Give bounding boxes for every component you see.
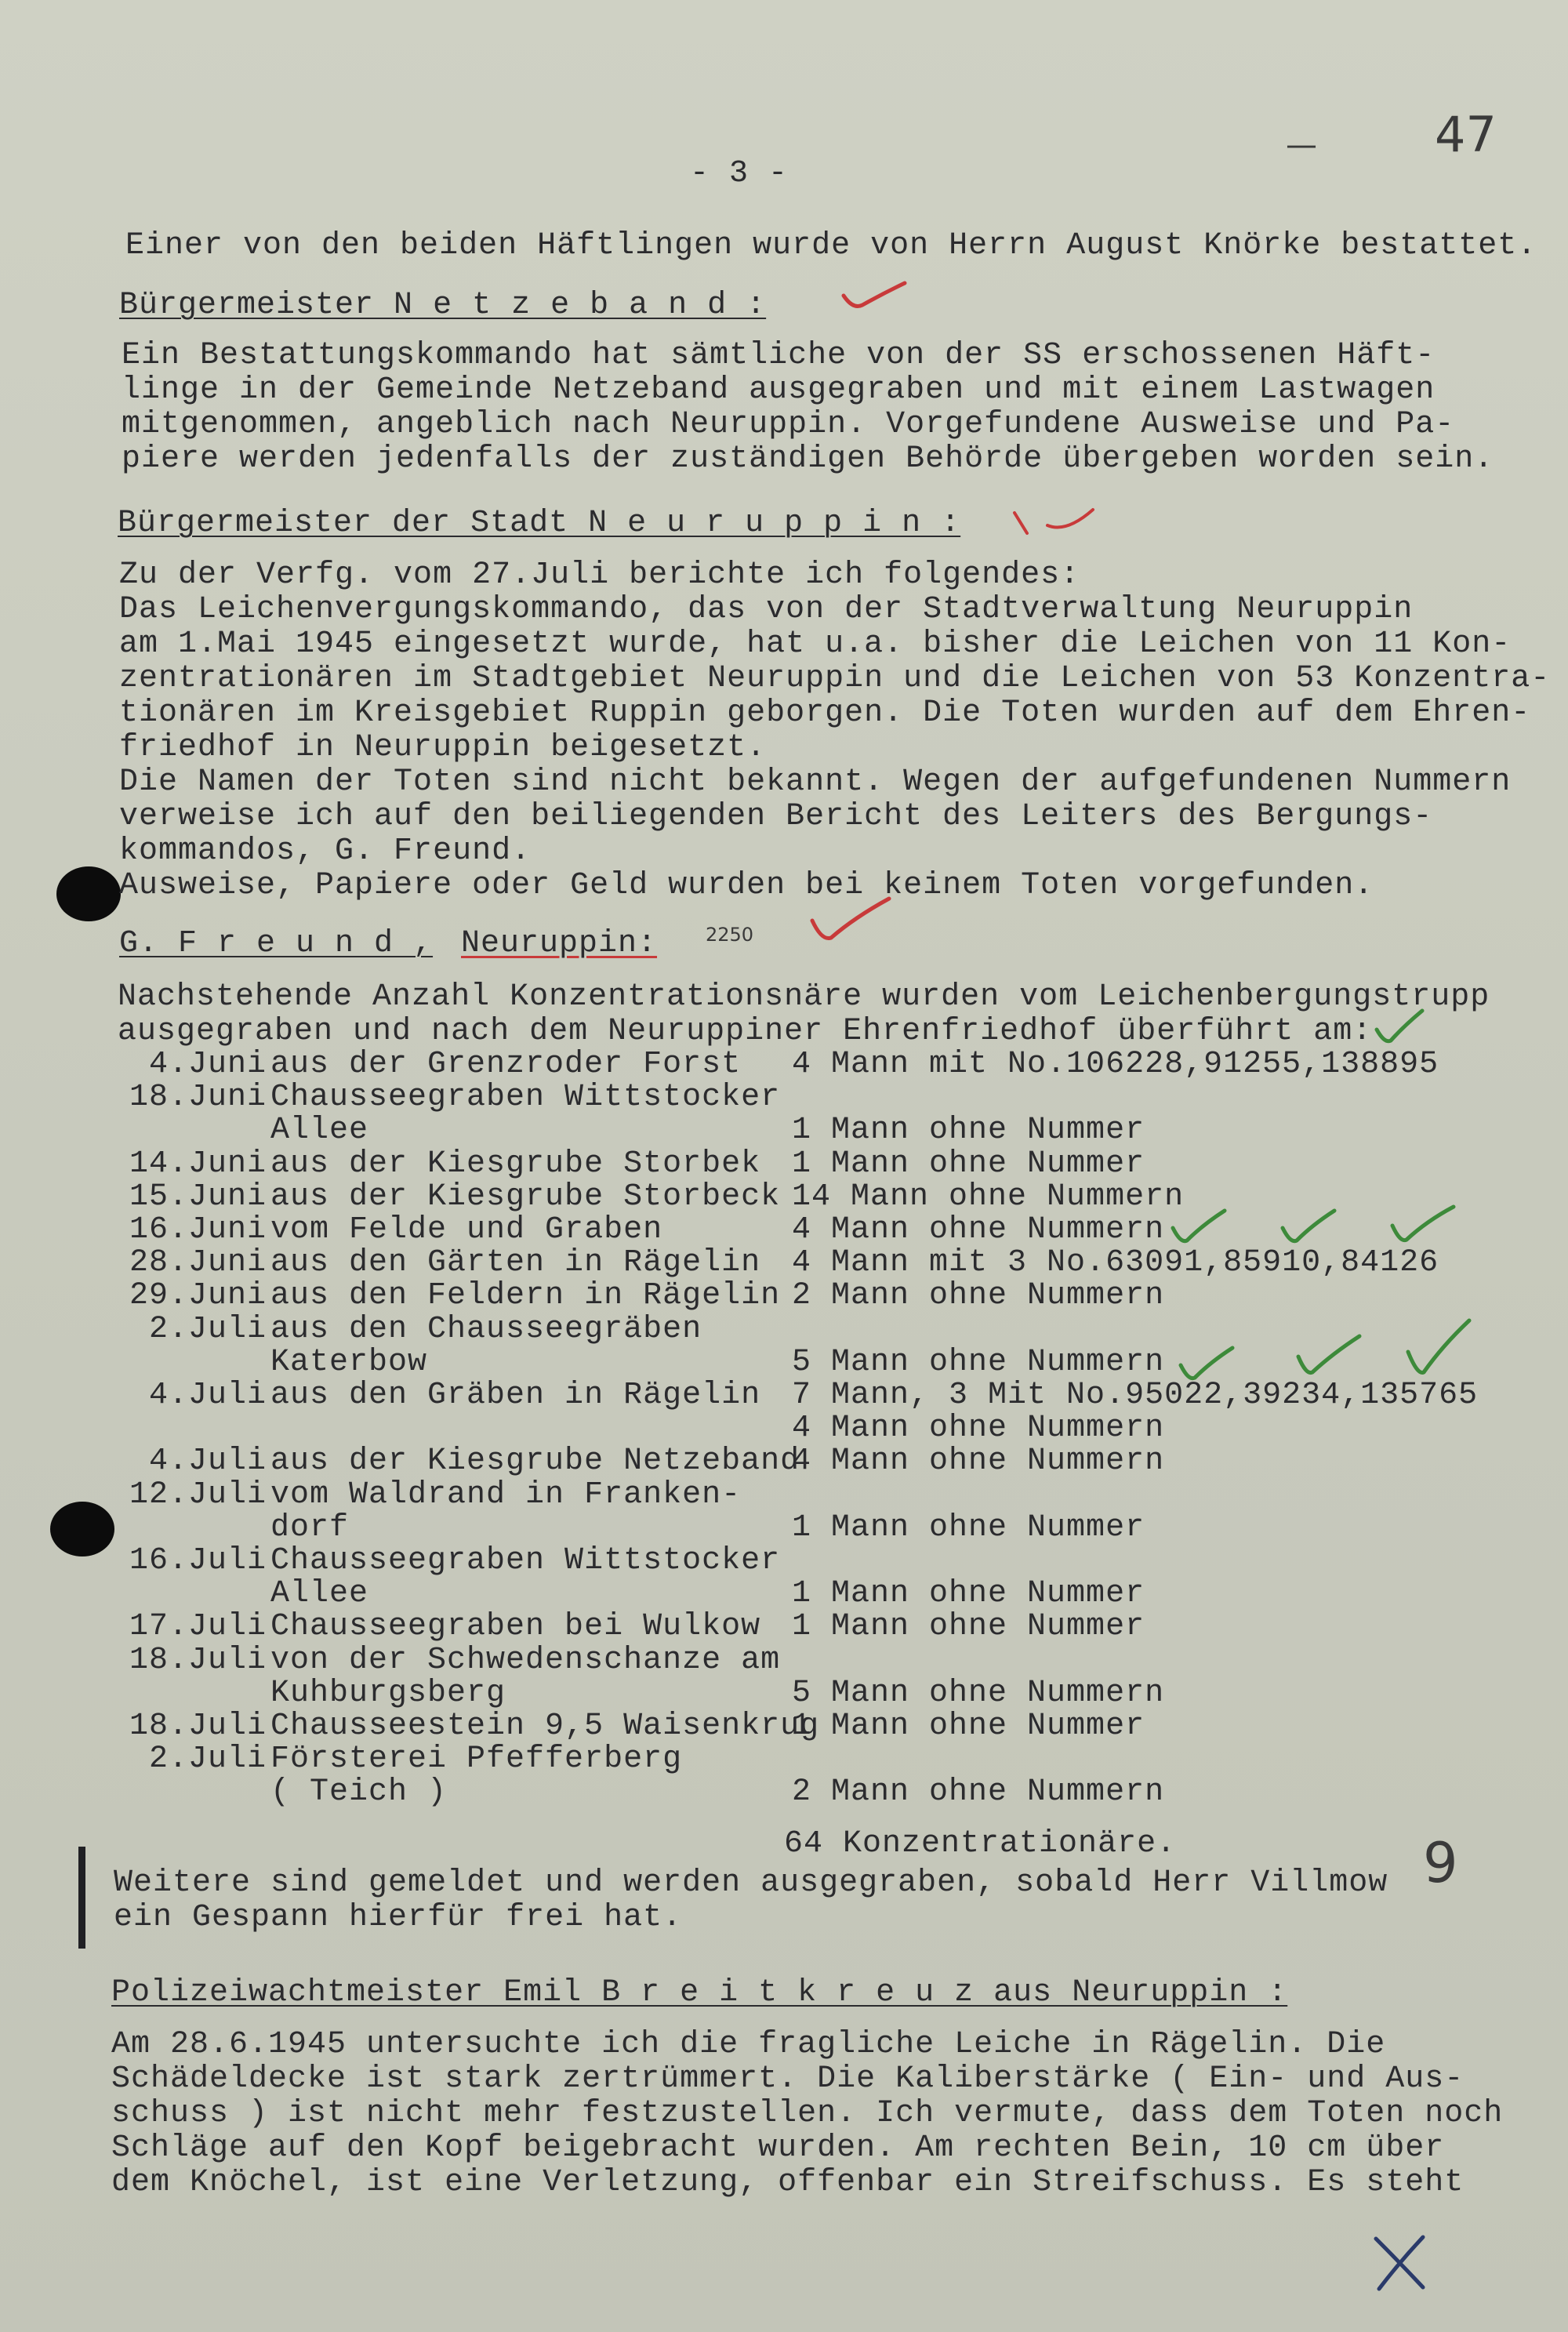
section3-heading-name: G. F r e u n d , xyxy=(119,926,434,961)
section1-line-2: linge in der Gemeinde Netzeband ausgegraben und mit einem Lastwagen xyxy=(122,372,1436,408)
row-count: 1 Mann ohne Nummer xyxy=(792,1113,1145,1148)
section1-heading: Bürgermeister N e t z e b a n d : xyxy=(119,288,767,323)
row-place: aus den Chausseegräben xyxy=(270,1312,702,1347)
row-count: 4 Mann mit No.106228,91255,138895 xyxy=(792,1047,1439,1082)
section2-line-7: Die Namen der Toten sind nicht bekannt. Wegen der aufgefundenen Nummern xyxy=(119,765,1512,800)
row-count: 1 Mann ohne Nummer xyxy=(792,1146,1145,1182)
row-count: 2 Mann ohne Nummern xyxy=(792,1774,1165,1810)
row-count: 4 Mann ohne Nummern xyxy=(792,1212,1165,1248)
row-place: Allee xyxy=(270,1113,369,1148)
row-place: von der Schwedenschanze am xyxy=(270,1643,781,1678)
row-place: Katerbow xyxy=(270,1345,428,1380)
row-place: Kuhburgsberg xyxy=(270,1676,506,1711)
row-date: 17.Juli xyxy=(129,1609,267,1644)
row-date: 18.Juni xyxy=(129,1080,267,1115)
section2-line-2: Das Leichenvergungskommando, das von der Stadtverwaltung Neuruppin xyxy=(119,592,1414,627)
green-checkmark-icon xyxy=(1403,1317,1474,1380)
section3-intro-1: Nachstehende Anzahl Konzentrationsnäre wurden vom Leichenbergungstrupp xyxy=(118,979,1490,1015)
section3-outro-2: ein Gespann hierfür frei hat. xyxy=(114,1900,683,1935)
row-place: aus den Feldern in Rägelin xyxy=(270,1278,781,1313)
row-date: 2.Juli xyxy=(148,1742,267,1777)
row-date: 28.Juni xyxy=(129,1245,267,1280)
green-checkmark-icon xyxy=(1278,1208,1341,1247)
row-date: 4.Juli xyxy=(148,1444,267,1479)
row-count: 4 Mann mit 3 No.63091,85910,84126 xyxy=(792,1245,1439,1280)
row-count: 2 Mann ohne Nummern xyxy=(792,1278,1165,1313)
row-date: 14.Juni xyxy=(129,1146,267,1182)
row-place: Chausseegraben Wittstocker xyxy=(270,1543,781,1578)
section2-line-1: Zu der Verfg. vom 27.Juli berichte ich folgendes: xyxy=(119,558,1080,593)
green-checkmark-icon xyxy=(1176,1345,1239,1384)
section2-line-6: friedhof in Neuruppin beigesetzt. xyxy=(119,730,767,765)
row-count: 1 Mann ohne Nummer xyxy=(792,1709,1145,1744)
section3-outro-1: Weitere sind gemeldet und werden ausgegraben, sobald Herr Villmow xyxy=(114,1865,1388,1901)
row-place: vom Felde und Graben xyxy=(270,1212,663,1248)
punch-hole-top xyxy=(56,866,121,921)
page-dash: — xyxy=(1286,127,1317,163)
row-place: vom Waldrand in Franken- xyxy=(270,1477,742,1513)
section2-line-4: zentrationären im Stadtgebiet Neuruppin und die Leichen von 53 Konzentra- xyxy=(119,661,1551,696)
row-count: 5 Mann ohne Nummern xyxy=(792,1345,1165,1380)
row-date: 18.Juli xyxy=(129,1709,267,1744)
row-place: Allee xyxy=(270,1576,369,1611)
section2-heading: Bürgermeister der Stadt N e u r u p p i n : xyxy=(118,506,961,541)
row-place: Chausseegraben bei Wulkow xyxy=(270,1609,761,1644)
row-count: 1 Mann ohne Nummer xyxy=(792,1576,1145,1611)
section2-line-3: am 1.Mai 1945 eingesetzt wurde, hat u.a. bisher die Leichen von 11 Kon- xyxy=(119,627,1512,662)
page-number: 47 xyxy=(1435,106,1497,163)
intro-line: Einer von den beiden Häftlingen wurde von Herrn August Knörke bestattet. xyxy=(125,228,1537,263)
row-date: 4.Juli xyxy=(148,1378,267,1413)
row-count: 1 Mann ohne Nummer xyxy=(792,1609,1145,1644)
row-place: aus der Kiesgrube Netzeband xyxy=(270,1444,800,1479)
punch-hole-bottom xyxy=(50,1502,114,1556)
green-checkmark-icon xyxy=(1168,1208,1231,1247)
section2-line-8: verweise ich auf den beiliegenden Bericht des Leiters des Bergungs- xyxy=(119,799,1433,834)
row-date: 2.Juli xyxy=(148,1312,267,1347)
section1-line-3: mitgenommen, angeblich nach Neuruppin. Vorgefundene Ausweise und Pa- xyxy=(122,407,1455,442)
section2-line-5: tionären im Kreisgebiet Ruppin geborgen. Die Toten wurden auf dem Ehren- xyxy=(119,696,1531,731)
section4-heading: Polizeiwachtmeister Emil B r e i t k r e u z aus Neuruppin : xyxy=(111,1975,1288,2011)
section3-heading-note: 2250 xyxy=(706,924,754,946)
green-checkmark-icon xyxy=(1372,1008,1427,1047)
row-date: 16.Juni xyxy=(129,1212,267,1248)
section4-line-4: Schläge auf den Kopf beigebracht wurden. Am rechten Bein, 10 cm über xyxy=(111,2130,1445,2166)
section2-line-10: Ausweise, Papiere oder Geld wurden bei keinem Toten vorgefunden. xyxy=(119,868,1374,903)
section4-line-2: Schädeldecke ist stark zertrümmert. Die Kaliberstärke ( Ein- und Aus- xyxy=(111,2061,1465,2097)
section2-line-9: kommandos, G. Freund. xyxy=(119,834,532,869)
green-checkmark-icon xyxy=(1388,1204,1458,1247)
section3-intro-2: ausgegraben und nach dem Neuruppiner Ehrenfriedhof überführt am: xyxy=(118,1014,1373,1049)
page-marker: - 3 - xyxy=(690,156,789,191)
row-place: aus der Kiesgrube Storbek xyxy=(270,1146,761,1182)
row-date: 12.Juli xyxy=(129,1477,267,1513)
section1-line-4: piere werden jedenfalls der zuständigen Behörde übergeben worden sein. xyxy=(122,441,1494,477)
row-count: 4 Mann ohne Nummern xyxy=(792,1411,1165,1446)
row-count: 14 Mann ohne Nummern xyxy=(792,1179,1185,1215)
row-count: 7 Mann, 3 Mit No.95022,39234,135765 xyxy=(792,1378,1479,1413)
row-count: 1 Mann ohne Nummer xyxy=(792,1510,1145,1546)
section1-line-1: Ein Bestattungskommando hat sämtliche von der SS erschossenen Häft- xyxy=(122,338,1436,373)
margin-note: 9 xyxy=(1423,1831,1458,1895)
red-checkmark-icon xyxy=(1011,502,1098,541)
section4-line-1: Am 28.6.1945 untersuchte ich die fragliche Leiche in Rägelin. Die xyxy=(111,2027,1386,2062)
red-checkmark-icon xyxy=(839,278,909,318)
row-place: Försterei Pfefferberg xyxy=(270,1742,683,1777)
row-date: 4.Juni xyxy=(148,1047,267,1082)
row-date: 15.Juni xyxy=(129,1179,267,1215)
row-place: ( Teich ) xyxy=(270,1774,448,1810)
section3-total: 64 Konzentrationäre. xyxy=(784,1826,1177,1862)
row-count: 5 Mann ohne Nummern xyxy=(792,1676,1165,1711)
row-date: 16.Juli xyxy=(129,1543,267,1578)
row-place: aus den Gräben in Rägelin xyxy=(270,1378,761,1413)
row-date: 18.Juli xyxy=(129,1643,267,1678)
row-place: aus der Kiesgrube Storbeck xyxy=(270,1179,781,1215)
section4-line-3: schuss ) ist nicht mehr festzustellen. Ich vermute, dass dem Toten noch xyxy=(111,2096,1504,2131)
red-checkmark-icon xyxy=(808,894,894,949)
green-checkmark-icon xyxy=(1294,1333,1364,1380)
blue-cross-icon xyxy=(1368,2231,1431,2294)
row-count: 4 Mann ohne Nummern xyxy=(792,1444,1165,1479)
row-place: aus den Gärten in Rägelin xyxy=(270,1245,761,1280)
section3-heading-place: Neuruppin: xyxy=(461,926,658,961)
row-place: Chausseegraben Wittstocker xyxy=(270,1080,781,1115)
section4-line-5: dem Knöchel, ist eine Verletzung, offenbar ein Streifschuss. Es steht xyxy=(111,2165,1465,2200)
row-place: aus der Grenzroder Forst xyxy=(270,1047,742,1082)
row-date: 29.Juni xyxy=(129,1278,267,1313)
row-place: dorf xyxy=(270,1510,350,1546)
row-place: Chausseestein 9,5 Waisenkrug xyxy=(270,1709,820,1744)
margin-bar xyxy=(78,1847,85,1949)
